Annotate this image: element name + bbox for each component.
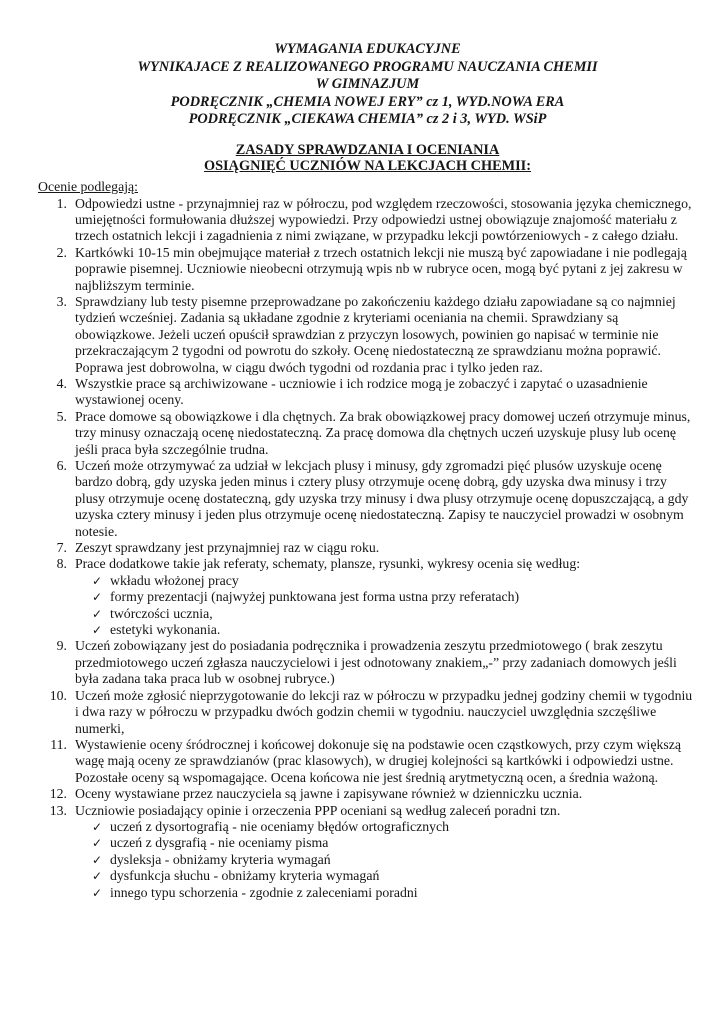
list-item-body (75, 540, 697, 556)
check-icon: ✓ (92, 606, 103, 621)
list-item-number: 13. (49, 802, 67, 818)
list-item (38, 786, 697, 802)
list-item (38, 540, 697, 556)
list-item (38, 688, 697, 737)
list-item-number: 4. (56, 375, 67, 391)
title-line-4: PODRĘCZNIK „CHEMIA NOWEJ ERY” cz 1, WYD.NOWA ERA (170, 93, 565, 110)
check-item-text: dysfunkcja słuchu - obniżamy kryteria wymagań (110, 868, 380, 884)
list-item-number: 2. (56, 244, 67, 260)
check-icon: ✓ (92, 623, 103, 638)
list-item-text: Wszystkie prace są archiwizowane - uczniowie i ich rodzice mogą je zobaczyć i zapytać o uzasadnienie wystawionej oceny. (75, 375, 648, 408)
list-item-text: Kartkówki 10-15 min obejmujące materiał z trzech ostatnich lekcji nie muszą być zapowiadane i nie podlegają poprawie pisemnej. Uczniowie nieobecni otrzymują wpis nb w rubryce ocen, mogą być pytani z jej zakresu w najbliższym terminie. (75, 244, 687, 293)
title-line-5: PODRĘCZNIK „CIEKAWA CHEMIA” cz 2 i 3, WYD. WSiP (188, 111, 547, 127)
check-item-text: dysleksja - obniżamy kryteria wymagań (110, 851, 331, 867)
list-item (38, 196, 697, 245)
list-item-text: Zeszyt sprawdzany jest przynajmniej raz w ciągu roku. (75, 540, 380, 556)
check-list-item (92, 819, 697, 835)
check-icon: ✓ (92, 573, 103, 588)
list-item (38, 638, 697, 687)
check-icon: ✓ (92, 819, 103, 834)
section-heading (38, 142, 697, 176)
check-item-text: wkładu włożonej pracy (110, 572, 239, 588)
list-item-number: 6. (56, 458, 67, 473)
list-item-text: Odpowiedzi ustne - przynajmniej raz w półroczu, pod względem rzeczowości, stosowania języka chemicznego, umiejętności formułowania dłuższej wypowiedzi. Przy odpowiedzi ustnej obowiązuje znajomość materiału z trzech ostatnich lekcji i zagadnienia z nimi związane, w przypadku lekcji powtórzeniowych - z całego działu. (75, 195, 692, 244)
check-list-item (92, 835, 697, 851)
list-item (38, 803, 697, 901)
intro-label: Ocenie podlegają: (38, 179, 138, 195)
list-item-body (75, 688, 697, 737)
list-item-text: Uczeń może zgłosić nieprzygotowanie do lekcji raz w półroczu w przypadku jednej godziny chemii w tygodniu i dwa razy w półroczu w przypadku dwóch godzin chemii w tygodniu. nauczyciel uwzględnia szczęśliwe numerki, (75, 687, 693, 736)
check-item-text: uczeń z dysortografią - nie oceniamy błędów ortograficznych (110, 818, 450, 834)
section-heading-line-2: OSIĄGNIĘĆ UCZNIÓW NA LEKCJACH CHEMII: (203, 158, 532, 175)
check-icon: ✓ (92, 869, 103, 884)
check-list-item (92, 885, 697, 901)
list-item-number: 11. (50, 736, 67, 752)
check-list-item (92, 606, 697, 622)
list-item-body (75, 294, 697, 376)
check-list-item (92, 852, 697, 868)
list-item-text: Wystawienie oceny śródrocznej i końcowej dokonuje się na podstawie ocen cząstkowych, przy czym większą wagę mają oceny ze sprawdzianów (prac klasowych), w drugiej kolejności są kartkówki i odpowiedzi ustne. Pozostałe oceny są wspomagające. Ocena końcowa nie jest średnią arytmetyczną ocen, a średnia ważoną. (75, 736, 682, 785)
list-item-number: 5. (56, 408, 67, 424)
check-list-item (92, 573, 697, 589)
list-item-body (75, 638, 697, 687)
check-item-text: formy prezentacji (najwyżej punktowana jest forma ustna przy referatach) (110, 589, 520, 605)
title-line-3: W GIMNAZJUM (315, 76, 420, 92)
list-item-number: 1. (56, 195, 67, 211)
list-item (38, 409, 697, 458)
list-item-text: Sprawdziany lub testy pisemne przeprowadzane po zakończeniu każdego działu zapowiadane są co najmniej tydzień wcześniej. Zadania są układane zgodnie z kryteriami oceniania na chemii. Sprawdziany są obowiązkowe. Jeżeli uczeń opuścił sprawdzian z przyczyn losowych, powinien go napisać w terminie nie przekraczającym 2 tygodni od powrotu do szkoły. Ocenę niedostateczną ze sprawdzianu można poprawić. Poprawa jest dobrowolna, w ciągu dwóch tygodni od rozdania prac i tylko jeden raz. (75, 293, 676, 375)
list-item-body (75, 245, 697, 294)
list-item-text: Uczeń zobowiązany jest do posiadania podręcznika i prowadzenia zeszytu przedmiotowego ( brak zeszytu przedmiotowego uczeń zgłasza nauczycielowi i jest odnotowany znakiem„-” przy zadaniach domowych jeśli była zadana taka praca lub w osobnej rubryce.) (75, 638, 677, 687)
check-icon: ✓ (92, 885, 103, 900)
list-item-body (75, 803, 697, 901)
list-item-body (75, 458, 697, 540)
list-item-number: 3. (56, 293, 67, 309)
list-item-text: Uczniowie posiadający opinie i orzeczenia PPP oceniani są według zaleceń poradni tzn. (75, 802, 561, 818)
title-line-2: WYNIKAJACE Z REALIZOWANEGO PROGRAMU NAUCZANIA CHEMII (137, 58, 598, 75)
list-item-body (75, 376, 697, 409)
list-item-text: Oceny wystawiane przez nauczyciela są jawne i zapisywane również w dzienniczku ucznia. (75, 786, 583, 802)
document-header (38, 41, 697, 129)
list-item (38, 245, 697, 294)
list-item-body (75, 737, 697, 786)
check-icon: ✓ (92, 590, 103, 605)
check-list-item (92, 868, 697, 884)
list-item-text: Prace dodatkowe takie jak referaty, schematy, plansze, rysunki, wykresy ocenia się według: (75, 556, 581, 572)
rules-list (38, 196, 697, 901)
check-icon: ✓ (92, 836, 103, 851)
list-item (38, 376, 697, 409)
check-list-item (92, 622, 697, 638)
check-list-item (92, 589, 697, 605)
title-line-1: WYMAGANIA EDUKACYJNE (274, 41, 461, 57)
list-item (38, 556, 697, 638)
list-item-body (75, 409, 697, 458)
list-item-text: Uczeń może otrzymywać za udział w lekcjach plusy i minusy, gdy zgromadzi pięć plusów uzyskuje ocenę bardzo dobrą, gdy uzyska jeden minus i cztery plusy otrzymuje ocenę dobrą, gdy uzyska dwa minusy i trzy plusy otrzymuje ocenę dostateczną, gdy uzyska trzy minusy i dwa plusy otrzymuje ocenę dopuszczającą, a gdy uzyska cztery minusy i jeden plus otrzymuje ocenę niedostateczną. Zapisy te nauczyciel prowadzi w osobnym notesie. (75, 458, 689, 539)
list-item-body (75, 786, 697, 802)
list-item (38, 294, 697, 376)
check-item-text: twórczości ucznia, (110, 605, 213, 621)
check-item-text: estetyki wykonania. (110, 622, 221, 638)
list-item-text: Prace domowe są obowiązkowe i dla chętnych. Za brak obowiązkowej pracy domowej uczeń otrzymuje minus, trzy minusy oznaczają ocenę niedostateczną. Za pracę domowa dla chętnych uczeń uzyskuje plusy lub ocenę jeśli praca była szczególnie trudna. (75, 408, 691, 457)
check-item-text: uczeń z dysgrafią - nie oceniamy pisma (110, 835, 329, 851)
list-item-number: 12. (49, 786, 67, 802)
list-item-number: 8. (56, 556, 67, 572)
check-icon: ✓ (92, 852, 103, 867)
list-item-number: 7. (56, 540, 67, 556)
list-item-body (75, 196, 697, 245)
list-item-body (75, 556, 697, 638)
list-item-number: 9. (56, 638, 67, 654)
list-item (38, 737, 697, 786)
section-heading-line-1: ZASADY SPRAWDZANIA I OCENIANIA (235, 141, 500, 158)
list-item (38, 458, 697, 540)
check-item-text: innego typu schorzenia - zgodnie z zaleceniami poradni (110, 884, 418, 900)
list-item-number: 10. (49, 687, 67, 703)
